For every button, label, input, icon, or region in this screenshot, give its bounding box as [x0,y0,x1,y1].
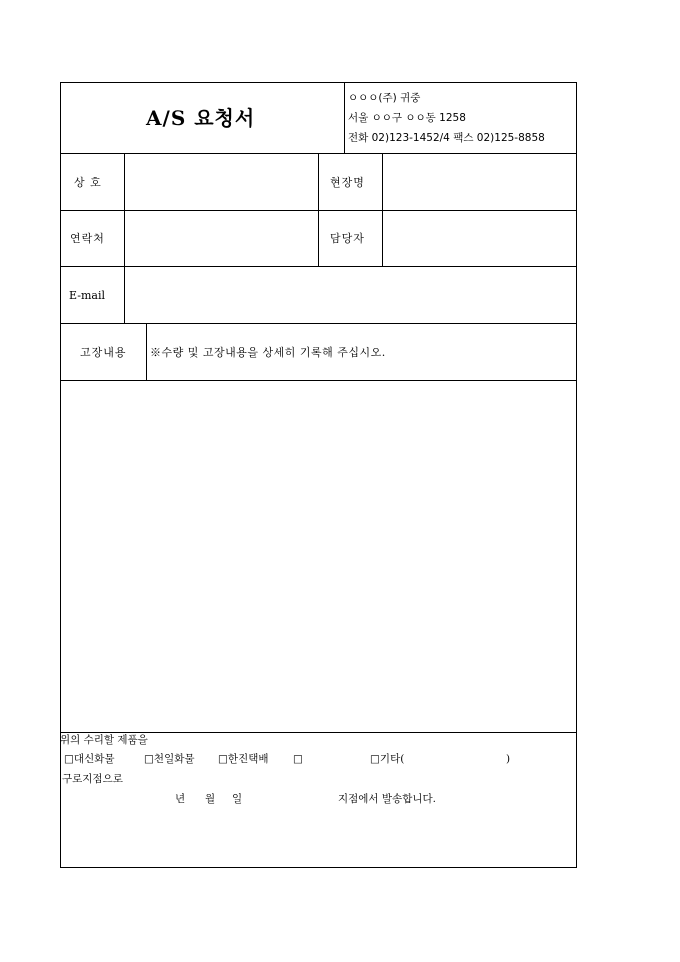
date-day: 일 [232,793,243,805]
form-title: A/S 요청서 [146,106,256,130]
header-divider [344,82,345,153]
recipient-phone-fax: 전화 02)123-1452/4 팩스 02)125-8858 [348,132,545,144]
email-field[interactable] [125,267,576,323]
mid-column-divider [318,153,319,266]
manager-field[interactable] [383,211,576,266]
date-month: 월 [205,793,216,805]
fault-description-area[interactable] [61,381,576,732]
as-request-form [60,82,577,868]
shipping-intro: 위의 수리할 제품을 [60,734,148,746]
row-divider [60,323,577,324]
option-other-close: ) [506,753,511,765]
closing-text: 지점에서 발송합니다. [338,793,436,805]
option-other[interactable]: □기타( [370,753,405,765]
fault-hint: ※수량 및 고장내용을 상세히 기록해 주십시오. [150,346,386,359]
fault-label-divider [146,323,147,380]
company-label: 상 호 [74,176,102,189]
manager-label: 담당자 [330,232,365,245]
date-year: 년 [175,793,186,805]
recipient-line-1: ㅇㅇㅇ(주) 귀중 [348,92,421,104]
contact-label: 연락처 [70,232,105,245]
site-label: 현장명 [330,176,365,189]
row-divider [60,732,577,733]
option-cheonil[interactable]: □천일화물 [144,753,195,765]
email-label: E-mail [69,289,105,302]
border-top [60,82,577,83]
border-right [576,82,577,868]
border-bottom [60,867,577,868]
company-field[interactable] [125,154,318,210]
branch-text: 구로지점으로 [62,773,123,785]
recipient-address: 서울 ㅇㅇ구 ㅇㅇ동 1258 [348,112,466,124]
option-daesin[interactable]: □대신화물 [64,753,115,765]
option-blank[interactable]: □ [293,753,303,765]
option-hanjin[interactable]: □한진택배 [218,753,269,765]
site-field[interactable] [383,154,576,210]
fault-label: 고장내용 [80,346,127,359]
contact-field[interactable] [125,211,318,266]
